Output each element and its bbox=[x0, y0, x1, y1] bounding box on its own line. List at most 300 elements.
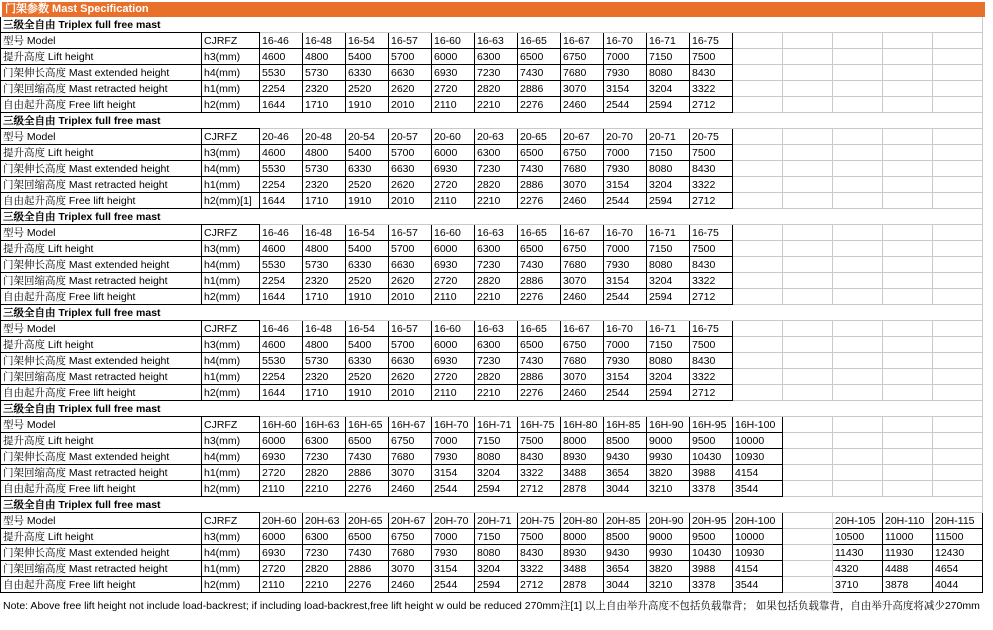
value-cell bbox=[733, 273, 783, 289]
value-cell: 2620 bbox=[389, 177, 432, 193]
value-cell: 2110 bbox=[260, 481, 303, 497]
model-cell bbox=[733, 321, 783, 337]
value-cell bbox=[833, 337, 883, 353]
value-cell bbox=[883, 241, 933, 257]
mast-retracted-height-row bbox=[0, 465, 990, 481]
value-cell: 2276 bbox=[518, 193, 561, 209]
model-cell bbox=[933, 129, 983, 145]
unit-label: h4(mm) bbox=[202, 545, 260, 561]
value-cell: 2594 bbox=[647, 193, 690, 209]
value-cell bbox=[833, 385, 883, 401]
unit-label: h2(mm) bbox=[202, 385, 260, 401]
value-cell: 2712 bbox=[690, 97, 733, 113]
mast-retracted-height-row bbox=[0, 81, 990, 97]
model-cell: 16-67 bbox=[561, 321, 604, 337]
value-cell bbox=[883, 369, 933, 385]
value-cell: 6750 bbox=[561, 49, 604, 65]
value-cell bbox=[733, 289, 783, 305]
lift-height-row bbox=[0, 337, 990, 353]
value-cell: 3210 bbox=[647, 577, 690, 593]
model-cell: 16H-63 bbox=[303, 417, 346, 433]
model-cell bbox=[783, 513, 833, 529]
value-cell bbox=[833, 369, 883, 385]
value-cell: 2520 bbox=[346, 273, 389, 289]
model-cell: 20-46 bbox=[260, 129, 303, 145]
value-cell bbox=[733, 385, 783, 401]
value-cell: 3154 bbox=[432, 561, 475, 577]
section-title-row bbox=[0, 497, 990, 513]
value-cell: 2460 bbox=[389, 577, 432, 593]
value-cell bbox=[733, 369, 783, 385]
value-cell: 10930 bbox=[733, 545, 783, 561]
mast-extended-height-row bbox=[0, 65, 990, 81]
value-cell bbox=[783, 241, 833, 257]
value-cell: 6500 bbox=[518, 49, 561, 65]
value-cell: 3654 bbox=[604, 465, 647, 481]
value-cell: 6500 bbox=[518, 145, 561, 161]
value-cell: 2254 bbox=[260, 81, 303, 97]
value-cell: 3044 bbox=[604, 577, 647, 593]
value-cell bbox=[883, 49, 933, 65]
value-cell bbox=[933, 465, 983, 481]
model-cell: 16-60 bbox=[432, 321, 475, 337]
value-cell bbox=[833, 449, 883, 465]
value-cell: 5400 bbox=[346, 49, 389, 65]
model-cell bbox=[933, 33, 983, 49]
value-cell: 5530 bbox=[260, 353, 303, 369]
value-cell: 2110 bbox=[432, 289, 475, 305]
value-cell: 2886 bbox=[518, 81, 561, 97]
value-cell: 5700 bbox=[389, 145, 432, 161]
value-cell bbox=[883, 353, 933, 369]
model-cell: 16-46 bbox=[260, 33, 303, 49]
value-cell: 2544 bbox=[432, 481, 475, 497]
free-lift-height-row bbox=[0, 97, 990, 113]
model-cell: 16-63 bbox=[475, 33, 518, 49]
model-cell: 20-54 bbox=[346, 129, 389, 145]
value-cell: 5400 bbox=[346, 241, 389, 257]
model-cell bbox=[783, 417, 833, 433]
model-cell: 16H-85 bbox=[604, 417, 647, 433]
model-row bbox=[0, 513, 990, 529]
value-cell: 3488 bbox=[561, 561, 604, 577]
model-cell: 20H-80 bbox=[561, 513, 604, 529]
value-cell bbox=[933, 353, 983, 369]
value-cell: 4600 bbox=[260, 145, 303, 161]
value-cell: 6630 bbox=[389, 353, 432, 369]
value-cell: 8430 bbox=[690, 353, 733, 369]
row-label: 门架回缩高度 Mast retracted height bbox=[0, 369, 202, 385]
value-cell: 6000 bbox=[260, 433, 303, 449]
model-row bbox=[0, 321, 990, 337]
value-cell: 1910 bbox=[346, 193, 389, 209]
value-cell: 2594 bbox=[647, 385, 690, 401]
value-cell: 2520 bbox=[346, 177, 389, 193]
value-cell: 2886 bbox=[346, 561, 389, 577]
value-cell: 1644 bbox=[260, 97, 303, 113]
value-cell bbox=[833, 241, 883, 257]
value-cell: 6330 bbox=[346, 353, 389, 369]
lift-height-row bbox=[0, 49, 990, 65]
value-cell bbox=[883, 145, 933, 161]
value-cell bbox=[783, 257, 833, 273]
value-cell bbox=[733, 241, 783, 257]
value-cell: 6000 bbox=[432, 337, 475, 353]
section-title-row bbox=[0, 113, 990, 129]
value-cell: 4800 bbox=[303, 337, 346, 353]
value-cell: 7000 bbox=[432, 433, 475, 449]
model-cell: 16-54 bbox=[346, 321, 389, 337]
value-cell: 6330 bbox=[346, 257, 389, 273]
value-cell: 6500 bbox=[518, 241, 561, 257]
value-cell bbox=[883, 161, 933, 177]
value-cell: 4044 bbox=[933, 577, 983, 593]
value-cell: 5730 bbox=[303, 161, 346, 177]
value-cell: 2720 bbox=[260, 561, 303, 577]
value-cell: 10930 bbox=[733, 449, 783, 465]
value-cell: 1910 bbox=[346, 289, 389, 305]
model-cell: 20H-60 bbox=[260, 513, 303, 529]
model-cell bbox=[883, 225, 933, 241]
value-cell: 3204 bbox=[475, 465, 518, 481]
value-cell: 4800 bbox=[303, 145, 346, 161]
unit-label: h3(mm) bbox=[202, 49, 260, 65]
model-row bbox=[0, 129, 990, 145]
value-cell: 5530 bbox=[260, 257, 303, 273]
footnote: Note: Above free lift height not include load-backrest; if including load-backrest,free lift height w ould be reduced 270mm注[1] 以上自由举升高度不包括负载靠背； 如果包括负载靠背，自由举升高度将减少270mm bbox=[3, 600, 980, 612]
value-cell: 3820 bbox=[647, 561, 690, 577]
unit-label: h2(mm) bbox=[202, 97, 260, 113]
section-title-filler bbox=[260, 497, 983, 513]
unit-label: h4(mm) bbox=[202, 353, 260, 369]
value-cell: 2210 bbox=[303, 481, 346, 497]
value-cell bbox=[733, 257, 783, 273]
value-cell bbox=[833, 353, 883, 369]
row-label: 自由起升高度 Free lift height bbox=[0, 289, 202, 305]
model-cell: 16H-60 bbox=[260, 417, 303, 433]
row-label: 自由起升高度 Free lift height bbox=[0, 577, 202, 593]
row-label: 门架伸长高度 Mast extended height bbox=[0, 65, 202, 81]
value-cell: 2820 bbox=[475, 273, 518, 289]
value-cell: 2712 bbox=[518, 481, 561, 497]
value-cell: 3710 bbox=[833, 577, 883, 593]
model-cell bbox=[733, 33, 783, 49]
value-cell: 5530 bbox=[260, 161, 303, 177]
value-cell: 3544 bbox=[733, 481, 783, 497]
value-cell: 6000 bbox=[260, 529, 303, 545]
value-cell: 3378 bbox=[690, 577, 733, 593]
value-cell: 9930 bbox=[647, 545, 690, 561]
section-title: 三级全自由 Triplex full free mast bbox=[0, 401, 260, 417]
value-cell bbox=[733, 49, 783, 65]
model-cell: 16-67 bbox=[561, 225, 604, 241]
value-cell bbox=[883, 177, 933, 193]
value-cell bbox=[783, 65, 833, 81]
value-cell: 7930 bbox=[604, 161, 647, 177]
model-cell: 16-67 bbox=[561, 33, 604, 49]
value-cell: 7230 bbox=[303, 449, 346, 465]
value-cell: 11000 bbox=[883, 529, 933, 545]
value-cell: 3322 bbox=[690, 177, 733, 193]
model-cell: 16H-80 bbox=[561, 417, 604, 433]
value-cell: 8430 bbox=[518, 449, 561, 465]
value-cell: 3204 bbox=[647, 81, 690, 97]
value-cell: 8430 bbox=[690, 65, 733, 81]
value-cell bbox=[783, 481, 833, 497]
value-cell: 2110 bbox=[432, 97, 475, 113]
model-cell: 16-54 bbox=[346, 33, 389, 49]
value-cell: 5700 bbox=[389, 241, 432, 257]
model-cell: 16-48 bbox=[303, 321, 346, 337]
value-cell: 4600 bbox=[260, 49, 303, 65]
model-cell: 20-63 bbox=[475, 129, 518, 145]
value-cell: 2820 bbox=[303, 561, 346, 577]
unit-label: h4(mm) bbox=[202, 161, 260, 177]
value-cell bbox=[783, 81, 833, 97]
value-cell: 2712 bbox=[518, 577, 561, 593]
model-cell: 16-75 bbox=[690, 33, 733, 49]
value-cell bbox=[933, 385, 983, 401]
value-cell: 7230 bbox=[475, 257, 518, 273]
model-row bbox=[0, 33, 990, 49]
value-cell: 4154 bbox=[733, 465, 783, 481]
value-cell: 5700 bbox=[389, 49, 432, 65]
model-cell bbox=[833, 225, 883, 241]
value-cell: 10500 bbox=[833, 529, 883, 545]
value-cell: 1710 bbox=[303, 385, 346, 401]
model-row bbox=[0, 417, 990, 433]
value-cell: 5730 bbox=[303, 353, 346, 369]
value-cell bbox=[933, 481, 983, 497]
value-cell: 7150 bbox=[647, 49, 690, 65]
unit-label: h4(mm) bbox=[202, 257, 260, 273]
value-cell: 2110 bbox=[432, 193, 475, 209]
value-cell bbox=[883, 385, 933, 401]
value-cell bbox=[883, 193, 933, 209]
value-cell bbox=[883, 433, 933, 449]
value-cell bbox=[783, 577, 833, 593]
value-cell: 7500 bbox=[518, 529, 561, 545]
mast-extended-height-row bbox=[0, 449, 990, 465]
value-cell: 10430 bbox=[690, 449, 733, 465]
value-cell: 7680 bbox=[561, 353, 604, 369]
mast-specification-table bbox=[0, 17, 990, 593]
unit-label: h2(mm) bbox=[202, 481, 260, 497]
value-cell: 8080 bbox=[475, 449, 518, 465]
value-cell: 7230 bbox=[475, 353, 518, 369]
value-cell: 2886 bbox=[346, 465, 389, 481]
value-cell: 5400 bbox=[346, 337, 389, 353]
model-row bbox=[0, 225, 990, 241]
value-cell bbox=[783, 433, 833, 449]
value-cell bbox=[933, 97, 983, 113]
unit-label: h1(mm) bbox=[202, 177, 260, 193]
section-title-row bbox=[0, 209, 990, 225]
value-cell: 7000 bbox=[604, 337, 647, 353]
value-cell: 2460 bbox=[561, 289, 604, 305]
value-cell: 2460 bbox=[561, 385, 604, 401]
value-cell: 7150 bbox=[647, 145, 690, 161]
model-cell: 16H-65 bbox=[346, 417, 389, 433]
value-cell: 7930 bbox=[432, 545, 475, 561]
value-cell: 7680 bbox=[561, 65, 604, 81]
value-cell: 8000 bbox=[561, 529, 604, 545]
value-cell: 2276 bbox=[518, 97, 561, 113]
model-cell: 20H-95 bbox=[690, 513, 733, 529]
value-cell: 8080 bbox=[647, 257, 690, 273]
section-title-filler bbox=[260, 209, 983, 225]
value-cell bbox=[733, 337, 783, 353]
value-cell: 2820 bbox=[475, 81, 518, 97]
section-title-filler bbox=[260, 401, 983, 417]
value-cell: 6630 bbox=[389, 65, 432, 81]
value-cell: 6300 bbox=[475, 49, 518, 65]
value-cell bbox=[833, 193, 883, 209]
value-cell: 6330 bbox=[346, 161, 389, 177]
value-cell: 3488 bbox=[561, 465, 604, 481]
value-cell: 8430 bbox=[690, 257, 733, 273]
unit-label: h3(mm) bbox=[202, 337, 260, 353]
value-cell: 1644 bbox=[260, 289, 303, 305]
value-cell: 11500 bbox=[933, 529, 983, 545]
value-cell bbox=[883, 289, 933, 305]
model-cell: 20H-105 bbox=[833, 513, 883, 529]
value-cell bbox=[833, 257, 883, 273]
row-label: 型号 Model bbox=[0, 417, 202, 433]
model-cell: 20H-63 bbox=[303, 513, 346, 529]
value-cell: 3820 bbox=[647, 465, 690, 481]
value-cell: 8080 bbox=[647, 353, 690, 369]
value-cell: 5730 bbox=[303, 257, 346, 273]
value-cell: 6500 bbox=[346, 433, 389, 449]
model-cell bbox=[733, 129, 783, 145]
row-label: 门架回缩高度 Mast retracted height bbox=[0, 273, 202, 289]
value-cell: 2210 bbox=[475, 97, 518, 113]
model-cell bbox=[833, 321, 883, 337]
model-cell bbox=[833, 417, 883, 433]
value-cell: 6750 bbox=[561, 337, 604, 353]
unit-label: h3(mm) bbox=[202, 145, 260, 161]
value-cell: 3154 bbox=[604, 369, 647, 385]
value-cell: 2320 bbox=[303, 273, 346, 289]
value-cell: 6630 bbox=[389, 257, 432, 273]
value-cell: 9930 bbox=[647, 449, 690, 465]
model-cell: 16-65 bbox=[518, 33, 561, 49]
value-cell bbox=[783, 385, 833, 401]
value-cell bbox=[933, 193, 983, 209]
value-cell: 7150 bbox=[647, 241, 690, 257]
value-cell: 7230 bbox=[475, 161, 518, 177]
value-cell: 4800 bbox=[303, 241, 346, 257]
lift-height-row bbox=[0, 241, 990, 257]
value-cell: 7000 bbox=[432, 529, 475, 545]
value-cell: 7430 bbox=[346, 545, 389, 561]
value-cell: 2254 bbox=[260, 177, 303, 193]
model-code: CJRFZ bbox=[202, 129, 260, 145]
row-label: 门架回缩高度 Mast retracted height bbox=[0, 81, 202, 97]
model-cell: 16-71 bbox=[647, 321, 690, 337]
unit-label: h2(mm)[1] bbox=[202, 193, 260, 209]
row-label: 门架伸长高度 Mast extended height bbox=[0, 353, 202, 369]
model-cell: 16-54 bbox=[346, 225, 389, 241]
value-cell: 3322 bbox=[690, 369, 733, 385]
value-cell bbox=[833, 465, 883, 481]
value-cell: 2720 bbox=[432, 177, 475, 193]
row-label: 门架伸长高度 Mast extended height bbox=[0, 161, 202, 177]
value-cell bbox=[933, 369, 983, 385]
row-label: 提升高度 Lift height bbox=[0, 529, 202, 545]
model-code: CJRFZ bbox=[202, 513, 260, 529]
value-cell: 7930 bbox=[432, 449, 475, 465]
value-cell: 3322 bbox=[518, 465, 561, 481]
model-cell: 16H-71 bbox=[475, 417, 518, 433]
value-cell bbox=[783, 353, 833, 369]
model-cell: 20-75 bbox=[690, 129, 733, 145]
model-cell: 16-46 bbox=[260, 321, 303, 337]
section-title: 三级全自由 Triplex full free mast bbox=[0, 209, 260, 225]
value-cell: 3070 bbox=[389, 561, 432, 577]
model-cell bbox=[833, 33, 883, 49]
value-cell: 2210 bbox=[475, 289, 518, 305]
value-cell: 3204 bbox=[647, 273, 690, 289]
value-cell: 5700 bbox=[389, 337, 432, 353]
model-cell bbox=[783, 33, 833, 49]
model-cell bbox=[783, 129, 833, 145]
value-cell: 2544 bbox=[432, 577, 475, 593]
value-cell: 2276 bbox=[518, 289, 561, 305]
value-cell: 2010 bbox=[389, 385, 432, 401]
model-cell: 16H-70 bbox=[432, 417, 475, 433]
value-cell: 6500 bbox=[518, 337, 561, 353]
value-cell bbox=[833, 481, 883, 497]
value-cell: 2720 bbox=[432, 369, 475, 385]
value-cell: 6930 bbox=[260, 449, 303, 465]
value-cell: 11930 bbox=[883, 545, 933, 561]
model-cell: 16-57 bbox=[389, 225, 432, 241]
value-cell: 9000 bbox=[647, 529, 690, 545]
value-cell bbox=[833, 97, 883, 113]
value-cell: 7430 bbox=[518, 65, 561, 81]
value-cell: 2712 bbox=[690, 289, 733, 305]
value-cell: 4154 bbox=[733, 561, 783, 577]
value-cell: 2878 bbox=[561, 577, 604, 593]
value-cell: 2110 bbox=[260, 577, 303, 593]
value-cell: 6000 bbox=[432, 145, 475, 161]
value-cell bbox=[733, 353, 783, 369]
value-cell: 7000 bbox=[604, 145, 647, 161]
value-cell bbox=[933, 177, 983, 193]
value-cell: 2210 bbox=[475, 193, 518, 209]
value-cell bbox=[783, 337, 833, 353]
value-cell bbox=[833, 81, 883, 97]
value-cell bbox=[783, 465, 833, 481]
value-cell: 2720 bbox=[260, 465, 303, 481]
value-cell: 3322 bbox=[518, 561, 561, 577]
unit-label: h1(mm) bbox=[202, 273, 260, 289]
value-cell: 6300 bbox=[475, 241, 518, 257]
model-cell bbox=[883, 129, 933, 145]
value-cell: 7680 bbox=[561, 257, 604, 273]
section-title-filler bbox=[260, 305, 983, 321]
row-label: 型号 Model bbox=[0, 321, 202, 337]
model-cell: 16H-75 bbox=[518, 417, 561, 433]
row-label: 自由起升高度 Free lift height bbox=[0, 193, 202, 209]
model-cell: 16-63 bbox=[475, 225, 518, 241]
model-cell: 20-71 bbox=[647, 129, 690, 145]
value-cell bbox=[783, 145, 833, 161]
model-cell bbox=[783, 225, 833, 241]
model-cell: 16-70 bbox=[604, 321, 647, 337]
